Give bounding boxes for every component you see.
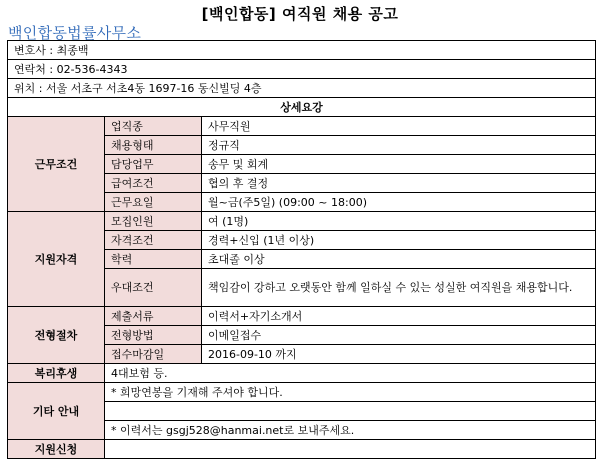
field-value: 협의 후 결정 [202,174,596,193]
other-note-2 [105,402,596,421]
field-value: 사무직원 [202,117,596,136]
field-value: 2016-09-10 까지 [202,345,596,364]
field-value: 정규직 [202,136,596,155]
field-label: 업직종 [105,117,202,136]
field-value: 책임감이 강하고 오랫동안 함께 일하실 수 있는 성실한 여직원을 채용합니다. [202,269,596,307]
lawyer-info: 변호사 : 최종백 [8,41,596,60]
field-value: 여 (1명) [202,212,596,231]
location-info: 위치 : 서울 서초구 서초4동 1697-16 동신빌딩 4층 [8,79,596,98]
table-row [8,364,596,383]
field-value: 이력서+자기소개서 [202,307,596,326]
section-label-process: 전형절차 [8,307,105,364]
field-label: 접수마감일 [105,345,202,364]
table-row [8,117,596,136]
field-value: 이메일접수 [202,326,596,345]
field-value: 초대졸 이상 [202,250,596,269]
other-note-1: * 희망연봉을 기재해 주셔야 합니다. [105,383,596,402]
section-label-apply: 지원신청 [8,440,105,459]
apply-value [105,440,596,459]
info-row-location [8,79,596,98]
section-label-work: 근무조건 [8,117,105,212]
field-value: 송무 및 회계 [202,155,596,174]
field-label: 우대조건 [105,269,202,307]
field-label: 채용형태 [105,136,202,155]
table-row [8,212,596,231]
info-row-lawyer [8,41,596,60]
field-label: 급여조건 [105,174,202,193]
field-label: 모집인원 [105,212,202,231]
field-label: 담당업무 [105,155,202,174]
field-label: 제출서류 [105,307,202,326]
field-label: 근무요일 [105,193,202,212]
section-label-benefits: 복리후생 [8,364,105,383]
contact-info: 연락처 : 02-536-4343 [8,60,596,79]
job-notice-table [7,40,596,459]
field-value: 월~금(주5일) (09:00 ~ 18:00) [202,193,596,212]
field-label: 학력 [105,250,202,269]
table-row [8,307,596,326]
section-label-other: 기타 안내 [8,383,105,440]
table-row [8,383,596,402]
page-title: [백인합동] 여직원 채용 공고 [201,5,399,23]
info-row-contact [8,60,596,79]
field-label: 자격조건 [105,231,202,250]
table-row [8,440,596,459]
other-note-3: * 이력서는 gsgj528@hanmai.net로 보내주세요. [105,421,596,440]
details-header: 상세요강 [8,98,596,117]
office-name: 백인합동법률사무소 [8,24,142,42]
benefits-value: 4대보험 등. [105,364,596,383]
field-value: 경력+신입 (1년 이상) [202,231,596,250]
details-header-row [8,98,596,117]
section-label-qualification: 지원자격 [8,212,105,307]
field-label: 전형방법 [105,326,202,345]
